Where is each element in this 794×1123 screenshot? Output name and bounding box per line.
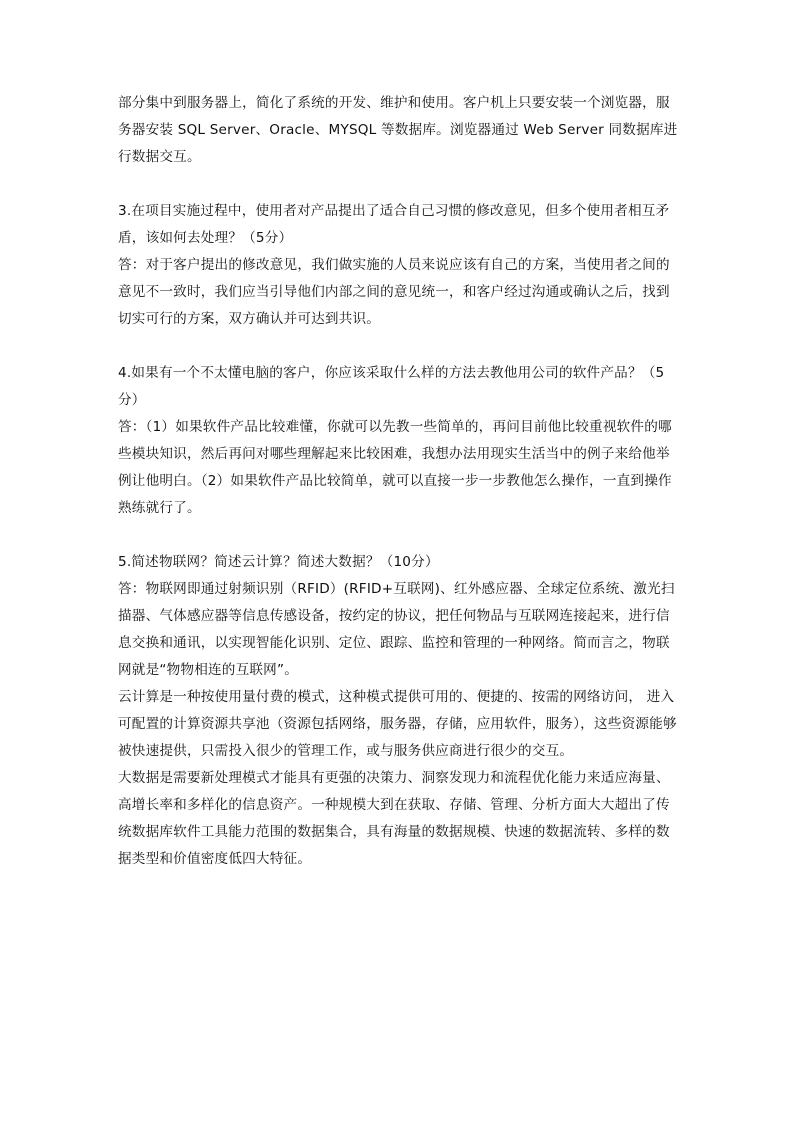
answer-4: 答：（1）如果软件产品比较难懂，你就可以先教一些简单的，再问目前他比较重视软件的哪些模块知识，然后再问对哪些理解起来比较困难，我想办法用现实生活当中的例子来给他举例让他明白。（2）如果软件产品比较简单，就可以直接一步一步教他怎么操作，一直到操作熟练就行了。 xyxy=(118,419,672,516)
paragraph-gap xyxy=(118,171,680,198)
question-4: 4.如果有一个不太懂电脑的客户，你应该采取什么样的方法去教他用公司的软件产品？（5分） xyxy=(118,365,665,408)
question-3: 3.在项目实施过程中，使用者对产品提出了适合自己习惯的修改意见，但多个使用者相互矛盾，该如何去处理？（5分） xyxy=(118,203,670,246)
paragraph-gap xyxy=(118,333,680,360)
continuation-paragraph: 部分集中到服务器上，简化了系统的开发、维护和使用。客户机上只要安装一个浏览器，服务器安装 SQL Server、Oracle、MYSQL 等数据库。浏览器通过 Web Server 同数据库进行数据交互。 xyxy=(118,95,678,165)
answer-3: 答：对于客户提出的修改意见，我们做实施的人员来说应该有自己的方案，当使用者之间的意见不一致时，我们应当引导他们内部之间的意见统一，和客户经过沟通或确认之后，找到切实可行的方案，双方确认并可达到共识。 xyxy=(118,257,670,327)
answer-5-cloud: 云计算是一种按使用量付费的模式，这种模式提供可用的、便捷的、按需的网络访问， 进入可配置的计算资源共享池（资源包括网络，服务器，存储，应用软件，服务），这些资源能够被快速提供，只需投入很少的管理工作，或与服务供应商进行很少的交互。 xyxy=(118,689,677,759)
document-body xyxy=(118,90,680,873)
question-5: 5.简述物联网？简述云计算？简述大数据？（10分） xyxy=(118,554,439,570)
answer-5-iot: 答：物联网即通过射频识别（RFID）(RFID+互联网)、红外感应器、全球定位系统、激光扫描器、气体感应器等信息传感设备，按约定的协议，把任何物品与互联网连接起来，进行信息交换和通讯，以实现智能化识别、定位、跟踪、监控和管理的一种网络。简而言之，物联网就是“物物相连的互联网”。 xyxy=(118,581,675,678)
paragraph-gap xyxy=(118,522,680,549)
answer-5-bigdata: 大数据是需要新处理模式才能具有更强的决策力、洞察发现力和流程优化能力来适应海量、高增长率和多样化的信息资产。一种规模大到在获取、存储、管理、分析方面大大超出了传统数据库软件工具能力范围的数据集合，具有海量的数据规模、快速的数据流转、多样的数据类型和价值密度低四大特征。 xyxy=(118,770,670,867)
